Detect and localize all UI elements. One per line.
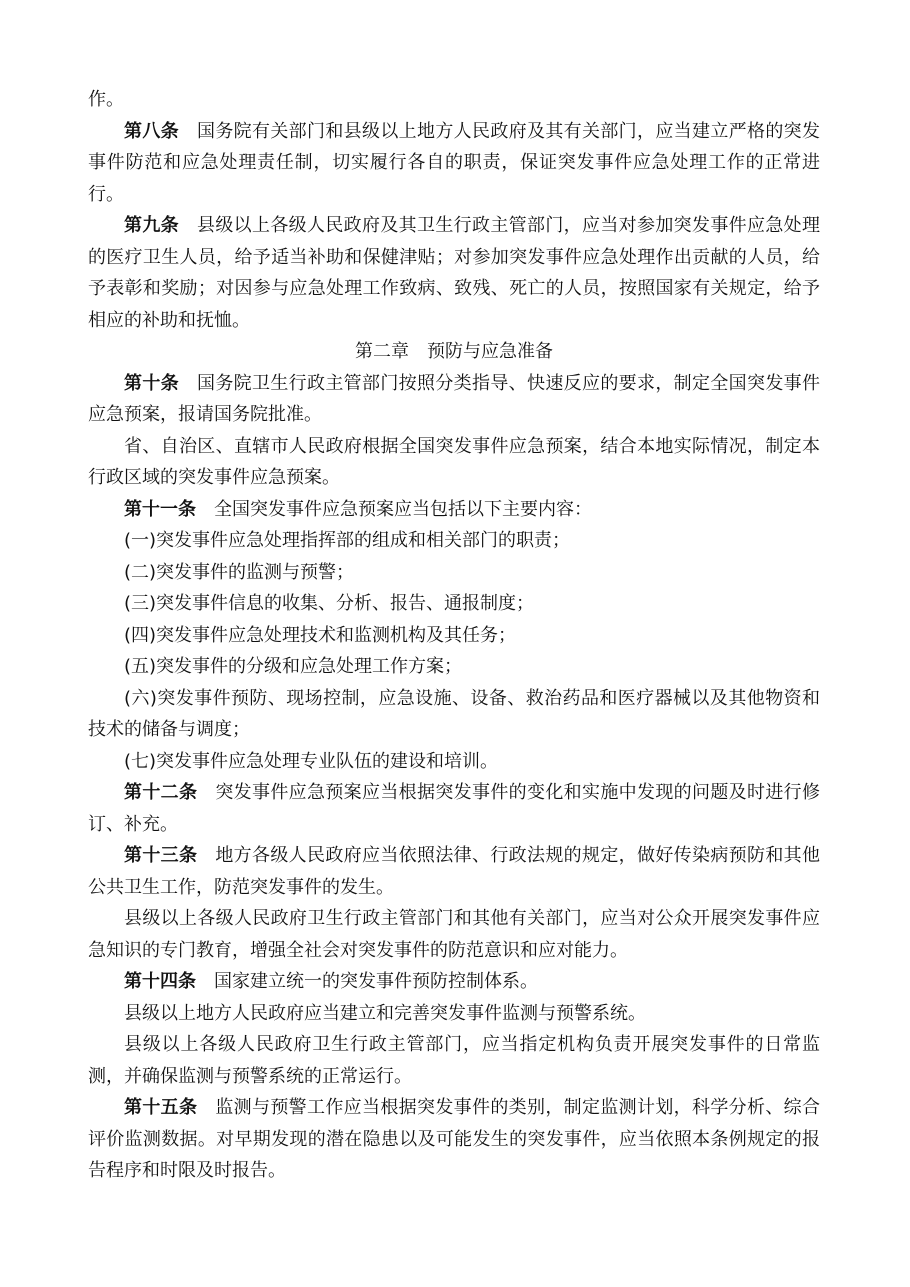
list-item-7: (七)突发事件应急处理专业队伍的建设和培训。 bbox=[124, 750, 499, 772]
article-9 bbox=[88, 210, 820, 336]
body-paragraph: 县级以上各级人民政府卫生行政主管部门，应当指定机构负责开展突发事件的日常监测，并确保监测与预警系统的正常运行。 bbox=[88, 1034, 820, 1087]
article-label: 第十条 bbox=[124, 372, 179, 394]
chapter-heading: 第二章 预防与应急准备 bbox=[355, 341, 553, 362]
body-paragraph: 省、自治区、直辖市人民政府根据全国突发事件应急预案，结合本地实际情况，制定本行政区域的突发事件应急预案。 bbox=[88, 435, 820, 488]
article-text: 突发事件应急预案应当根据突发事件的变化和实施中发现的问题及时进行修订、补充。 bbox=[88, 782, 821, 835]
article-label: 第九条 bbox=[124, 215, 179, 236]
article-text: 国务院卫生行政主管部门按照分类指导、快速反应的要求，制定全国突发事件应急预案，报请国务院批准。 bbox=[88, 372, 820, 425]
article-13 bbox=[88, 840, 820, 903]
list-item-2: (二)突发事件的监测与预警； bbox=[124, 561, 355, 583]
article-text: 国家建立统一的突发事件预防控制体系。 bbox=[214, 971, 538, 992]
article-15 bbox=[88, 1092, 820, 1187]
list-item-5: (五)突发事件的分级和应急处理工作方案； bbox=[124, 656, 463, 677]
article-label: 第十三条 bbox=[124, 845, 198, 866]
article-label: 第十四条 bbox=[124, 971, 196, 992]
article-text: 监测与预警工作应当根据突发事件的类别，制定监测计划，科学分析、综合评价监测数据。对早期发现的潜在隐患以及可能发生的突发事件，应当依照本条例规定的报告程序和时限及时报告。 bbox=[88, 1097, 821, 1181]
article-14 bbox=[88, 966, 820, 998]
body-paragraph: 县级以上地方人民政府应当建立和完善突发事件监测与预警系统。 bbox=[124, 1002, 646, 1024]
article-label: 第十五条 bbox=[124, 1097, 198, 1118]
article-10 bbox=[88, 368, 820, 431]
list-item-4: (四)突发事件应急处理技术和监测机构及其任务； bbox=[124, 624, 517, 646]
article-11 bbox=[88, 494, 820, 526]
article-text: 县级以上各级人民政府及其卫生行政主管部门，应当对参加突发事件应急处理的医疗卫生人员，给予适当补助和保健津贴；对参加突发事件应急处理作出贡献的人员，给予表彰和奖励；对因参与应急处理工作致病、致残、死亡的人员，按照国家有关规定，给予相应的补助和抚恤。 bbox=[88, 215, 820, 331]
article-text: 地方各级人民政府应当依照法律、行政法规的规定，做好传染病预防和其他公共卫生工作，防范突发事件的发生。 bbox=[88, 845, 821, 898]
article-label: 第十二条 bbox=[124, 782, 198, 803]
article-8 bbox=[88, 116, 820, 211]
article-text: 国务院有关部门和县级以上地方人民政府及其有关部门，应当建立严格的突发事件防范和应急处理责任制，切实履行各自的职责，保证突发事件应急处理工作的正常进行。 bbox=[88, 120, 820, 205]
paragraph-continuation: 作。 bbox=[88, 89, 124, 110]
body-paragraph: 县级以上各级人民政府卫生行政主管部门和其他有关部门，应当对公众开展突发事件应急知识的专门教育，增强全社会对突发事件的防范意识和应对能力。 bbox=[88, 908, 820, 961]
article-12 bbox=[88, 777, 820, 840]
list-item-6: (六)突发事件预防、现场控制，应急设施、设备、救治药品和医疗器械以及其他物资和技术的储备与调度； bbox=[88, 687, 820, 740]
list-item-1: (一)突发事件应急处理指挥部的组成和相关部门的职责； bbox=[124, 530, 571, 551]
article-text: 全国突发事件应急预案应当包括以下主要内容： bbox=[214, 498, 592, 520]
article-label: 第十一条 bbox=[124, 498, 196, 520]
list-item-3: (三)突发事件信息的收集、分析、报告、通报制度； bbox=[124, 593, 535, 614]
article-label: 第八条 bbox=[124, 120, 179, 142]
